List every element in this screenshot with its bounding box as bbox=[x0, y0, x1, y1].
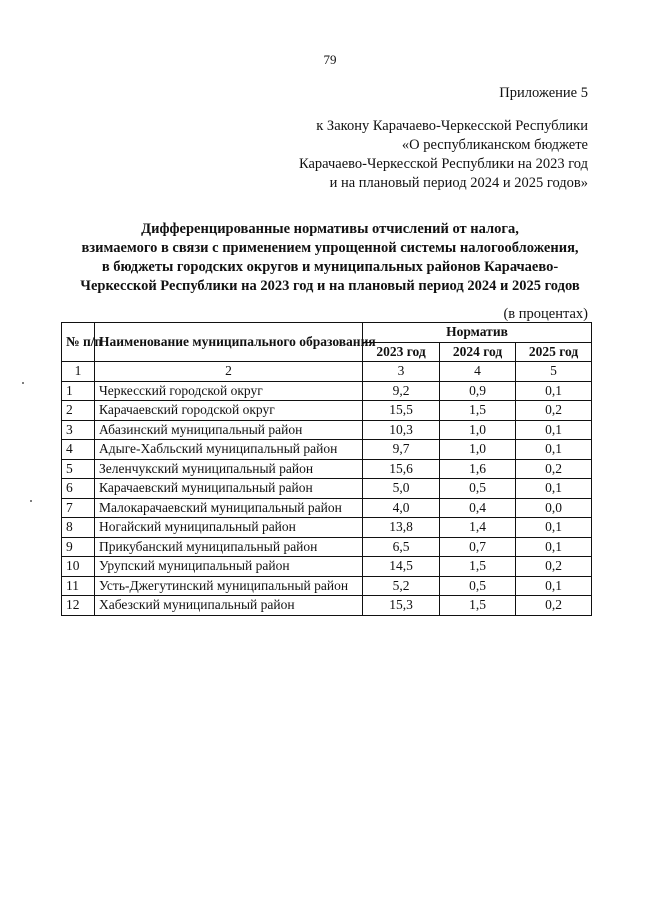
value-2024-cell: 1,5 bbox=[440, 557, 516, 577]
table-header-row bbox=[62, 323, 592, 343]
title-line: Дифференцированные нормативы отчислений от налога, bbox=[141, 221, 519, 237]
value-2024-cell: 1,6 bbox=[440, 459, 516, 479]
table-row bbox=[62, 596, 592, 616]
value-2025-cell: 0,2 bbox=[516, 557, 592, 577]
value-2023-cell: 5,2 bbox=[363, 576, 440, 596]
municipality-name-cell: Прикубанский муниципальный район bbox=[95, 537, 363, 557]
value-2024-cell: 0,7 bbox=[440, 537, 516, 557]
value-2023-cell: 14,5 bbox=[363, 557, 440, 577]
appendix-law-reference bbox=[299, 117, 588, 193]
value-2024-cell: 0,9 bbox=[440, 381, 516, 401]
value-2025-cell: 0,0 bbox=[516, 498, 592, 518]
title-line: взимаемого в связи с применением упрощенной системы налогообложения, bbox=[81, 240, 579, 256]
municipality-name-cell: Карачаевский городской округ bbox=[95, 401, 363, 421]
table-row bbox=[62, 440, 592, 460]
table-row bbox=[62, 420, 592, 440]
index-cell: 5 bbox=[516, 362, 592, 382]
row-number-cell: 3 bbox=[62, 420, 95, 440]
index-cell: 3 bbox=[363, 362, 440, 382]
value-2023-cell: 6,5 bbox=[363, 537, 440, 557]
value-2025-cell: 0,1 bbox=[516, 381, 592, 401]
value-2025-cell: 0,2 bbox=[516, 401, 592, 421]
municipality-name-cell: Ногайский муниципальный район bbox=[95, 518, 363, 538]
value-2023-cell: 5,0 bbox=[363, 479, 440, 499]
row-number-cell: 5 bbox=[62, 459, 95, 479]
value-2023-cell: 15,6 bbox=[363, 459, 440, 479]
row-number-cell: 4 bbox=[62, 440, 95, 460]
municipality-name-cell: Адыге-Хабльский муниципальный район bbox=[95, 440, 363, 460]
row-number-cell: 1 bbox=[62, 381, 95, 401]
table-row bbox=[62, 518, 592, 538]
index-cell: 2 bbox=[95, 362, 363, 382]
row-number-cell: 8 bbox=[62, 518, 95, 538]
units-note: (в процентах) bbox=[503, 306, 588, 322]
value-2024-cell: 0,5 bbox=[440, 479, 516, 499]
value-2023-cell: 13,8 bbox=[363, 518, 440, 538]
table-row bbox=[62, 401, 592, 421]
header-year: 2023 год bbox=[363, 342, 440, 362]
municipality-name-cell: Черкесский городской округ bbox=[95, 381, 363, 401]
value-2023-cell: 9,7 bbox=[363, 440, 440, 460]
municipality-name-cell: Карачаевский муниципальный район bbox=[95, 479, 363, 499]
header-year: 2025 год bbox=[516, 342, 592, 362]
value-2024-cell: 0,4 bbox=[440, 498, 516, 518]
normatives-table bbox=[61, 322, 592, 616]
appendix-title: Приложение 5 bbox=[499, 85, 588, 101]
value-2024-cell: 1,0 bbox=[440, 420, 516, 440]
row-number-cell: 2 bbox=[62, 401, 95, 421]
table-row bbox=[62, 576, 592, 596]
municipality-name-cell: Зеленчукский муниципальный район bbox=[95, 459, 363, 479]
value-2024-cell: 0,5 bbox=[440, 576, 516, 596]
value-2025-cell: 0,1 bbox=[516, 576, 592, 596]
column-index-row bbox=[62, 362, 592, 382]
row-number-cell: 7 bbox=[62, 498, 95, 518]
municipality-name-cell: Усть-Джегутинский муниципальный район bbox=[95, 576, 363, 596]
municipality-name-cell: Абазинский муниципальный район bbox=[95, 420, 363, 440]
municipality-name-cell: Хабезский муниципальный район bbox=[95, 596, 363, 616]
value-2025-cell: 0,1 bbox=[516, 479, 592, 499]
header-number: № п/п bbox=[62, 323, 95, 362]
header-normative: Норматив bbox=[363, 323, 592, 343]
header-name: Наименование муниципального образования bbox=[95, 323, 363, 362]
table-row bbox=[62, 459, 592, 479]
table-row bbox=[62, 498, 592, 518]
scan-speck bbox=[22, 382, 24, 384]
table-row bbox=[62, 479, 592, 499]
value-2025-cell: 0,2 bbox=[516, 459, 592, 479]
value-2024-cell: 1,5 bbox=[440, 401, 516, 421]
scan-speck bbox=[30, 500, 32, 502]
table-row bbox=[62, 537, 592, 557]
row-number-cell: 9 bbox=[62, 537, 95, 557]
municipality-name-cell: Малокарачаевский муниципальный район bbox=[95, 498, 363, 518]
table-row bbox=[62, 557, 592, 577]
value-2025-cell: 0,1 bbox=[516, 440, 592, 460]
appendix-line: и на плановый период 2024 и 2025 годов» bbox=[329, 175, 588, 191]
appendix-line: к Закону Карачаево-Черкесской Республики bbox=[316, 118, 588, 134]
row-number-cell: 11 bbox=[62, 576, 95, 596]
row-number-cell: 12 bbox=[62, 596, 95, 616]
value-2025-cell: 0,1 bbox=[516, 537, 592, 557]
row-number-cell: 10 bbox=[62, 557, 95, 577]
title-line: в бюджеты городских округов и муниципальных районов Карачаево- bbox=[101, 259, 559, 275]
value-2024-cell: 1,4 bbox=[440, 518, 516, 538]
value-2024-cell: 1,0 bbox=[440, 440, 516, 460]
value-2023-cell: 10,3 bbox=[363, 420, 440, 440]
value-2023-cell: 9,2 bbox=[363, 381, 440, 401]
table-row bbox=[62, 381, 592, 401]
appendix-line: Карачаево-Черкесской Республики на 2023 год bbox=[298, 156, 588, 172]
header-year: 2024 год bbox=[440, 342, 516, 362]
value-2025-cell: 0,2 bbox=[516, 596, 592, 616]
value-2023-cell: 15,3 bbox=[363, 596, 440, 616]
row-number-cell: 6 bbox=[62, 479, 95, 499]
title-line: Черкесской Республики на 2023 год и на плановый период 2024 и 2025 годов bbox=[80, 278, 580, 294]
value-2023-cell: 4,0 bbox=[363, 498, 440, 518]
index-cell: 4 bbox=[440, 362, 516, 382]
index-cell: 1 bbox=[62, 362, 95, 382]
page-number: 79 bbox=[323, 52, 337, 67]
value-2024-cell: 1,5 bbox=[440, 596, 516, 616]
value-2025-cell: 0,1 bbox=[516, 518, 592, 538]
document-title bbox=[40, 220, 620, 296]
appendix-line: «О республиканском бюджете bbox=[401, 137, 588, 153]
value-2023-cell: 15,5 bbox=[363, 401, 440, 421]
value-2025-cell: 0,1 bbox=[516, 420, 592, 440]
municipality-name-cell: Урупский муниципальный район bbox=[95, 557, 363, 577]
